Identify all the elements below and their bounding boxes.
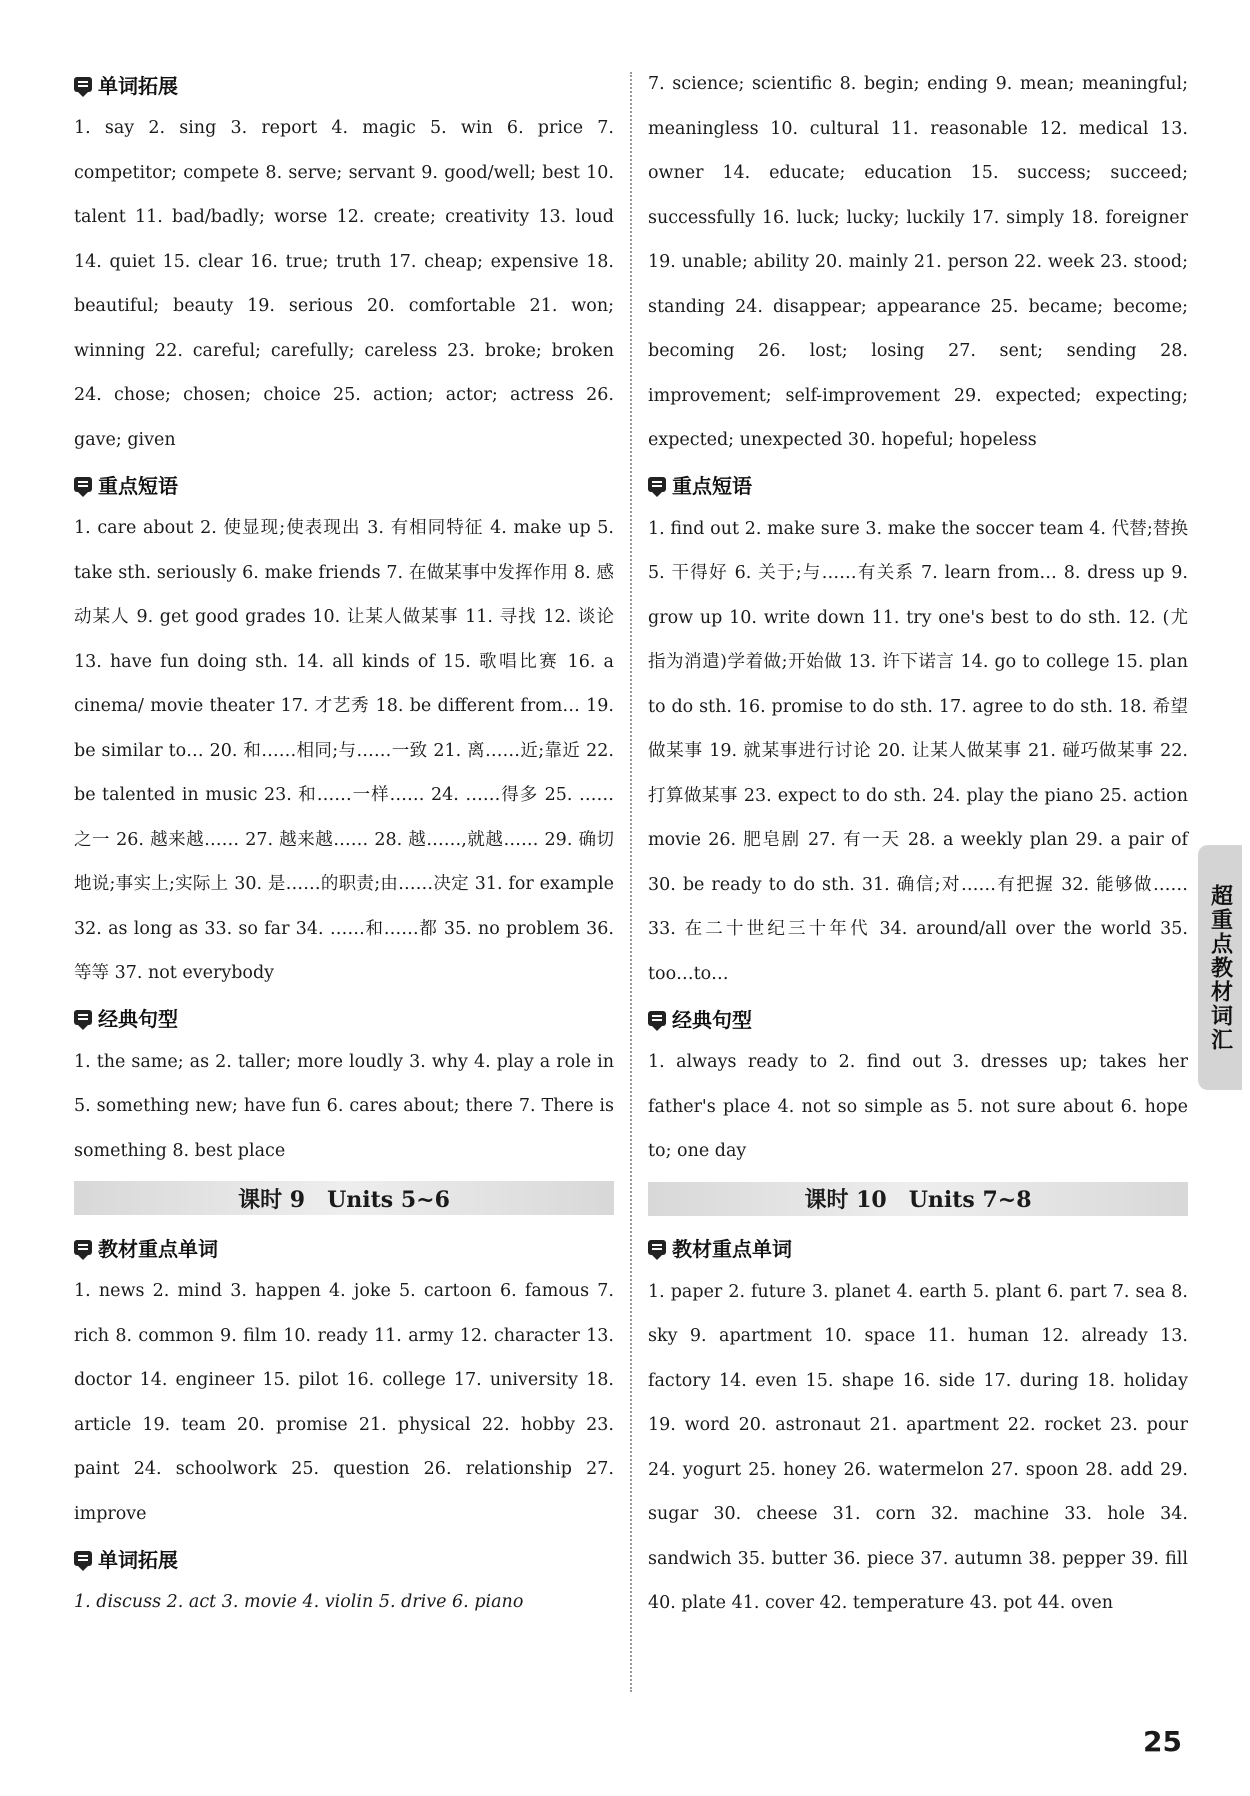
word-expansion-answers: 1. say 2. sing 3. report 4. magic 5. win 6. price 7. competitor; compete 8. serve; servant 9. good/well; best 10. talent 11. bad/badly; worse 12. create; creativity 13. loud 14. quiet 15. clear 16. true; truth 17. cheap; expensive 18. beautiful; beauty 19. serious 20. comfortable 21. won; winning 22. careful; carefully; careless 23. broke; broken 24. chose; chosen; choice 25. action; actor; actress 26. gave; given bbox=[74, 118, 614, 450]
side-tab-label: 超重点教材词汇 bbox=[1207, 883, 1233, 1052]
speech-bubble-icon bbox=[648, 1240, 666, 1255]
right-column bbox=[648, 62, 1188, 1626]
section-header-key-phrases bbox=[74, 462, 614, 506]
key-words-answers: 1. news 2. mind 3. happen 4. joke 5. cartoon 6. famous 7. rich 8. common 9. film 10. ready 11. army 12. character 13. doctor 14. engineer 15. pilot 16. college 17. university 18. article 19. team 20. promise 21. physical 22. hobby 23. paint 24. schoolwork 25. question 26. relationship 27. improve bbox=[74, 1281, 614, 1524]
section-header-word-expansion-2 bbox=[74, 1536, 614, 1580]
word-expansion-answers-2: 1. discuss 2. act 3. movie 4. violin 5. drive 6. piano bbox=[74, 1592, 524, 1612]
sentence-patterns-answers: 1. always ready to 2. find out 3. dresses up; takes her father's place 4. not so simple as 5. not sure about 6. hope to; one day bbox=[648, 1052, 1188, 1161]
speech-bubble-icon bbox=[74, 1551, 92, 1566]
section-title: 重点短语 bbox=[98, 473, 178, 498]
section-title: 教材重点单词 bbox=[672, 1237, 792, 1261]
word-expansion-answers-continued: 7. science; scientific 8. begin; ending 9. mean; meaningful; meaningless 10. cultural 11. reasonable 12. medical 13. owner 14. educate; education 15. success; succeed; successfully 16. luck; lucky; luckily 17. simply 18. foreigner 19. unable; ability 20. mainly 21. person 22. week 23. stood; standing 24. disappear; appearance 25. became; become; becoming 26. lost; losing 27. sent; sending 28. improvement; self-improvement 29. expected; expecting; expected; unexpected 30. hopeful; hopeless bbox=[648, 74, 1188, 450]
page-number: 25 bbox=[1143, 1725, 1182, 1758]
section-header-sentence-patterns bbox=[648, 996, 1188, 1040]
speech-bubble-icon bbox=[74, 1240, 92, 1255]
speech-bubble-icon bbox=[74, 77, 92, 92]
speech-bubble-icon bbox=[74, 1010, 92, 1025]
speech-bubble-icon bbox=[648, 1011, 666, 1026]
section-header-key-phrases bbox=[648, 463, 1188, 507]
lesson-10-banner: 课时 10 Units 7~8 bbox=[648, 1182, 1188, 1216]
section-title: 教材重点单词 bbox=[98, 1236, 218, 1261]
speech-bubble-icon bbox=[648, 477, 666, 492]
section-header-word-expansion bbox=[74, 62, 614, 106]
key-words-answers: 1. paper 2. future 3. planet 4. earth 5. plant 6. part 7. sea 8. sky 9. apartment 10. space 11. human 12. already 13. factory 14. even 15. shape 16. side 17. during 18. holiday 19. word 20. astronaut 21. apartment 22. rocket 23. pour 24. yogurt 25. honey 26. watermelon 27. spoon 28. add 29. sugar 30. cheese 31. corn 32. machine 33. hole 34. sandwich 35. butter 36. piece 37. autumn 38. pepper 39. fill 40. plate 41. cover 42. temperature 43. pot 44. oven bbox=[648, 1281, 1188, 1613]
section-title: 单词拓展 bbox=[98, 1547, 178, 1572]
section-header-key-words bbox=[648, 1226, 1188, 1270]
section-title: 单词拓展 bbox=[98, 73, 178, 98]
lesson-9-banner: 课时 9 Units 5~6 bbox=[74, 1181, 614, 1215]
sentence-patterns-answers: 1. the same; as 2. taller; more loudly 3. why 4. play a role in 5. something new; have fun 6. cares about; there 7. There is something 8. best place bbox=[74, 1051, 614, 1161]
speech-bubble-icon bbox=[74, 477, 92, 492]
section-title: 经典句型 bbox=[98, 1007, 178, 1031]
section-header-sentence-patterns bbox=[74, 996, 614, 1040]
section-header-key-words bbox=[74, 1225, 614, 1269]
column-divider bbox=[630, 72, 632, 1692]
left-column bbox=[74, 62, 614, 1625]
key-phrases-answers: 1. find out 2. make sure 3. make the soccer team 4. 代替;替换 5. 干得好 6. 关于;与……有关系 7. learn from… 8. dress up 9. grow up 10. write down 11. try one's best to do sth. 12. (尤指为消遣)学着做;开始做 13. 许下诺言 14. go to college 15. plan to do sth. 16. promise to do sth. 17. agree to do sth. 18. 希望做某事 19. 就某事进行讨论 20. 让某人做某事 21. 碰巧做某事 22. 打算做某事 23. expect to do sth. 24. play the piano 25. action movie 26. 肥皂剧 27. 有一天 28. a weekly plan 29. a pair of 30. be ready to do sth. 31. 确信;对……有把握 32. 能够做…… 33. 在二十世纪三十年代 34. around/all over the world 35. too…to… bbox=[648, 518, 1188, 984]
side-tab bbox=[1198, 845, 1242, 1090]
key-phrases-answers: 1. care about 2. 使显现;使表现出 3. 有相同特征 4. make up 5. take sth. seriously 6. make friends 7. 在做某事中发挥作用 8. 感动某人 9. get good grades 10. 让某人做某事 11. 寻找 12. 谈论 13. have fun doing sth. 14. all kinds of 15. 歌唱比赛 16. a cinema/ movie theater 17. 才艺秀 18. be different from… 19. be similar to… 20. 和……相同;与……一致 21. 离……近;靠近 22. be talented in music 23. 和……一样…… 24. ……得多 25. ……之一 26. 越来越…… 27. 越来越…… 28. 越……,就越…… 29. 确切地说;事实上;实际上 30. 是……的职责;由……决定 31. for example 32. as long as 33. so far 34. ……和……都 35. no problem 36. 等等 37. not everybody bbox=[74, 518, 614, 983]
section-title: 经典句型 bbox=[672, 1007, 752, 1032]
section-title: 重点短语 bbox=[672, 474, 752, 498]
